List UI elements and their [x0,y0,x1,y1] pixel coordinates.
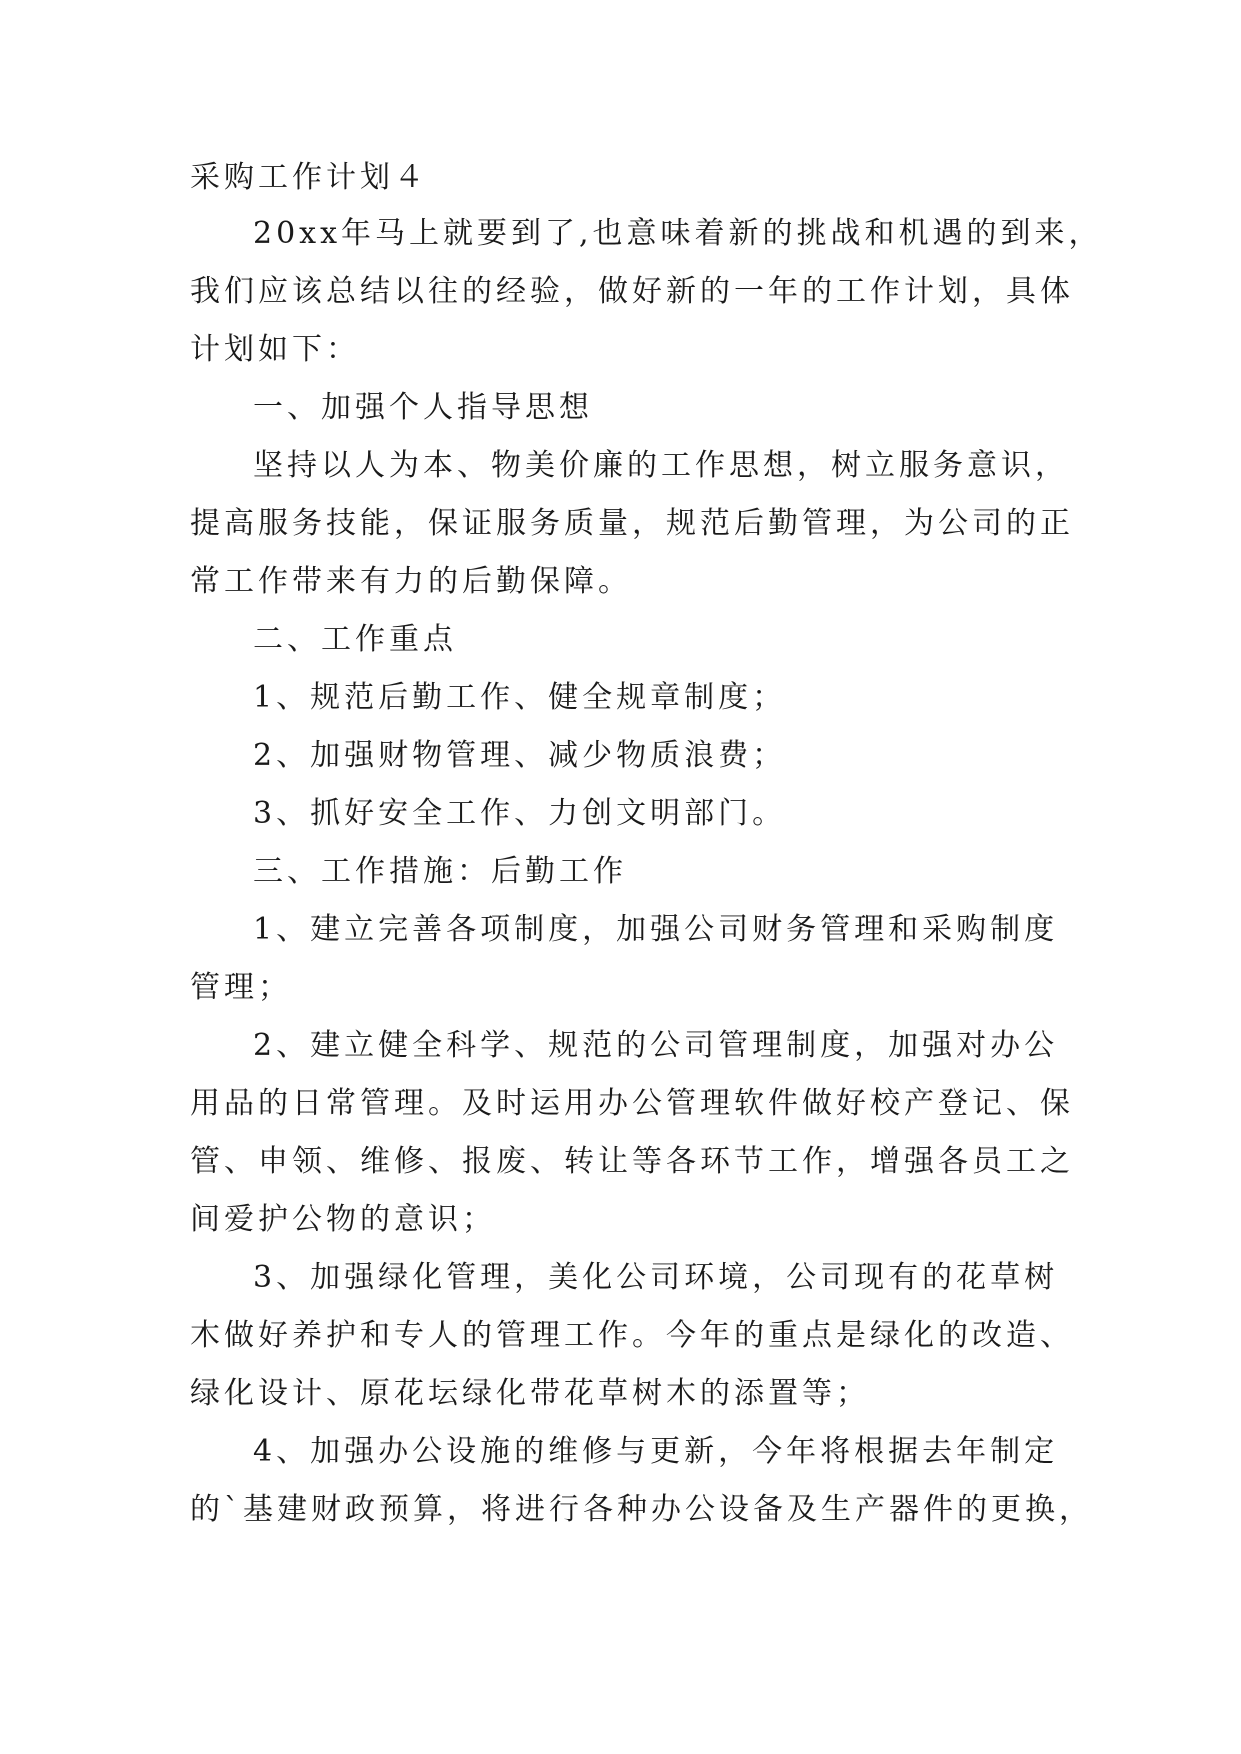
paragraph-line: 的`基建财政预算，将进行各种办公设备及生产器件的更换， [190,1492,1093,1527]
paragraph-line: 用品的日常管理。及时运用办公管理软件做好校产登记、保 [190,1086,1074,1121]
list-item: 1、建立完善各项制度，加强公司财务管理和采购制度 [253,912,1059,947]
list-item: 2、加强财物管理、减少物质浪费； [253,738,787,773]
paragraph-line: 我们应该总结以往的经验，做好新的一年的工作计划，具体 [190,274,1074,309]
paragraph-line: 绿化设计、原花坛绿化带花草树木的添置等； [190,1376,870,1411]
paragraph-line: 常工作带来有力的后勤保障。 [190,564,632,599]
list-item: 3、加强绿化管理，美化公司环境，公司现有的花草树 [253,1260,1059,1295]
section-heading: 二、工作重点 [253,622,457,657]
list-item: 3、抓好安全工作、力创文明部门。 [253,796,787,831]
section-heading: 三、工作措施：后勤工作 [253,854,627,889]
paragraph-line: 20xx年马上就要到了,也意味着新的挑战和机遇的到来， [253,216,1103,251]
document-title: 采购工作计划４ [190,160,428,195]
list-item: 4、加强办公设施的维修与更新，今年将根据去年制定 [253,1434,1059,1469]
section-heading: 一、加强个人指导思想 [253,390,593,425]
paragraph-line: 提高服务技能，保证服务质量，规范后勤管理，为公司的正 [190,506,1074,541]
list-item: 2、建立健全科学、规范的公司管理制度，加强对办公 [253,1028,1059,1063]
paragraph-line: 坚持以人为本、物美价廉的工作思想，树立服务意识， [253,448,1069,483]
paragraph-line: 间爱护公物的意识； [190,1202,496,1237]
paragraph-line: 计划如下： [190,332,360,367]
paragraph-line: 管理； [190,970,292,1005]
paragraph-line: 木做好养护和专人的管理工作。今年的重点是绿化的改造、 [190,1318,1074,1353]
paragraph-line: 管、申领、维修、报废、转让等各环节工作，增强各员工之 [190,1144,1074,1179]
list-item: 1、规范后勤工作、健全规章制度； [253,680,787,715]
